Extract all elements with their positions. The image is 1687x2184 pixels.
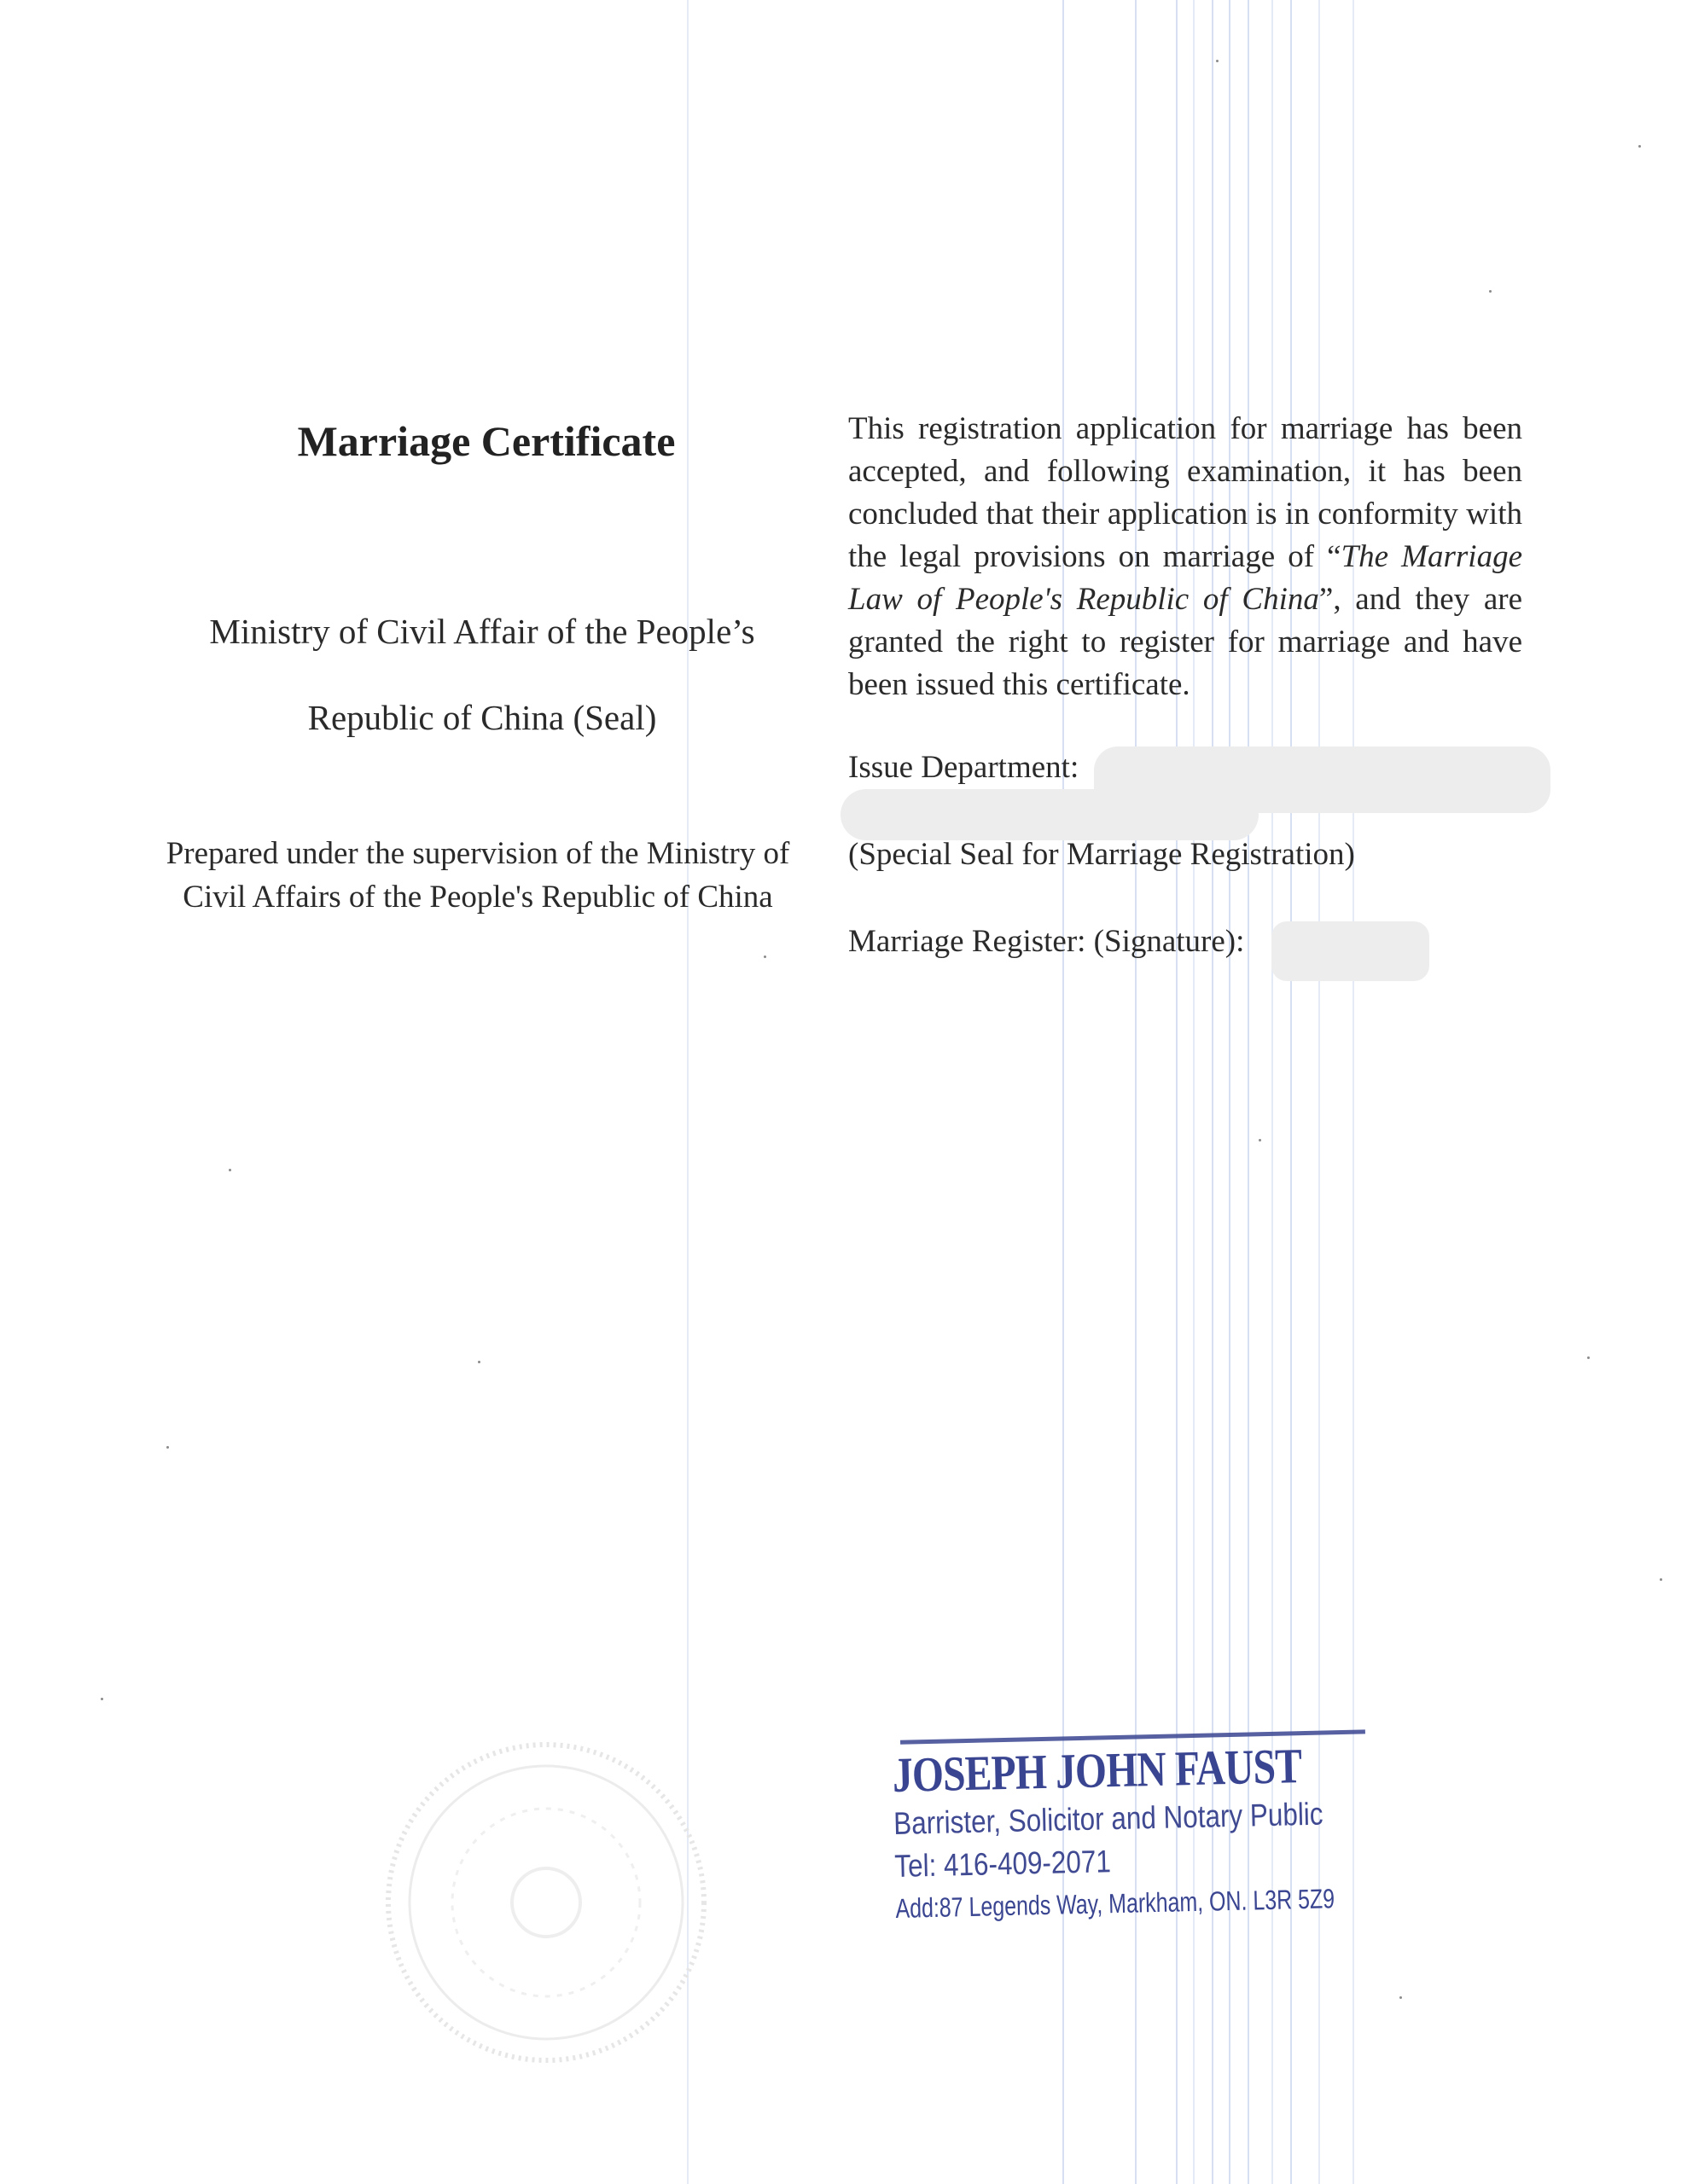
scan-speck bbox=[101, 1698, 103, 1700]
notary-name: JOSEPH JOHN FAUST bbox=[892, 1738, 1302, 1803]
prepared-line-1: Prepared under the supervision of the Ministry of bbox=[166, 836, 790, 871]
scan-speck bbox=[1216, 60, 1219, 62]
scan-speck bbox=[1399, 1996, 1402, 1999]
scan-speck bbox=[1587, 1356, 1590, 1359]
certificate-title: Marriage Certificate bbox=[297, 417, 676, 465]
marriage-law-title: The Marriage Law of People's Republic of China bbox=[848, 539, 1522, 617]
scan-speck bbox=[1660, 1578, 1662, 1581]
ministry-seal-text bbox=[137, 589, 828, 761]
marriage-register-label: Marriage Register: (Signature): bbox=[848, 924, 1245, 959]
registration-statement bbox=[848, 408, 1522, 706]
prepared-line-2: Civil Affairs of the People's Republic of China bbox=[183, 880, 773, 915]
notary-address: Add:87 Legends Way, Markham, ON. L3R 5Z9 bbox=[895, 1883, 1335, 1924]
scan-speck bbox=[1259, 1139, 1261, 1141]
scan-speck bbox=[229, 1169, 231, 1171]
redacted-signature bbox=[1271, 921, 1429, 981]
scan-speck bbox=[166, 1446, 169, 1449]
notary-stamp bbox=[892, 1729, 1374, 1929]
statement-part-2: ”, and they are granted the right to register for marriage and have been issued this certificate. bbox=[848, 582, 1522, 702]
redacted-issue-department-2 bbox=[841, 789, 1259, 840]
issue-department-label: Issue Department: bbox=[848, 750, 1079, 785]
prepared-statement bbox=[128, 832, 828, 919]
scan-speck bbox=[1489, 290, 1492, 293]
notary-telephone: Tel: 416-409-2071 bbox=[893, 1844, 1112, 1884]
ministry-line-1: Ministry of Civil Affair of the People’s bbox=[209, 612, 755, 651]
ministry-line-2: Republic of China (Seal) bbox=[307, 698, 657, 737]
special-seal-text: (Special Seal for Marriage Registration) bbox=[848, 837, 1355, 872]
scan-speck bbox=[1638, 145, 1641, 148]
statement-part-1: This registration application for marriage has been accepted, and following examination, it has been concluded that their application is in conformity with the legal provisions on marriage of “ bbox=[848, 411, 1522, 574]
notary-title: Barrister, Solicitor and Notary Public bbox=[893, 1796, 1323, 1841]
scan-speck bbox=[478, 1361, 480, 1363]
embossed-seal-icon bbox=[380, 1736, 713, 2069]
scan-speck bbox=[764, 956, 766, 958]
